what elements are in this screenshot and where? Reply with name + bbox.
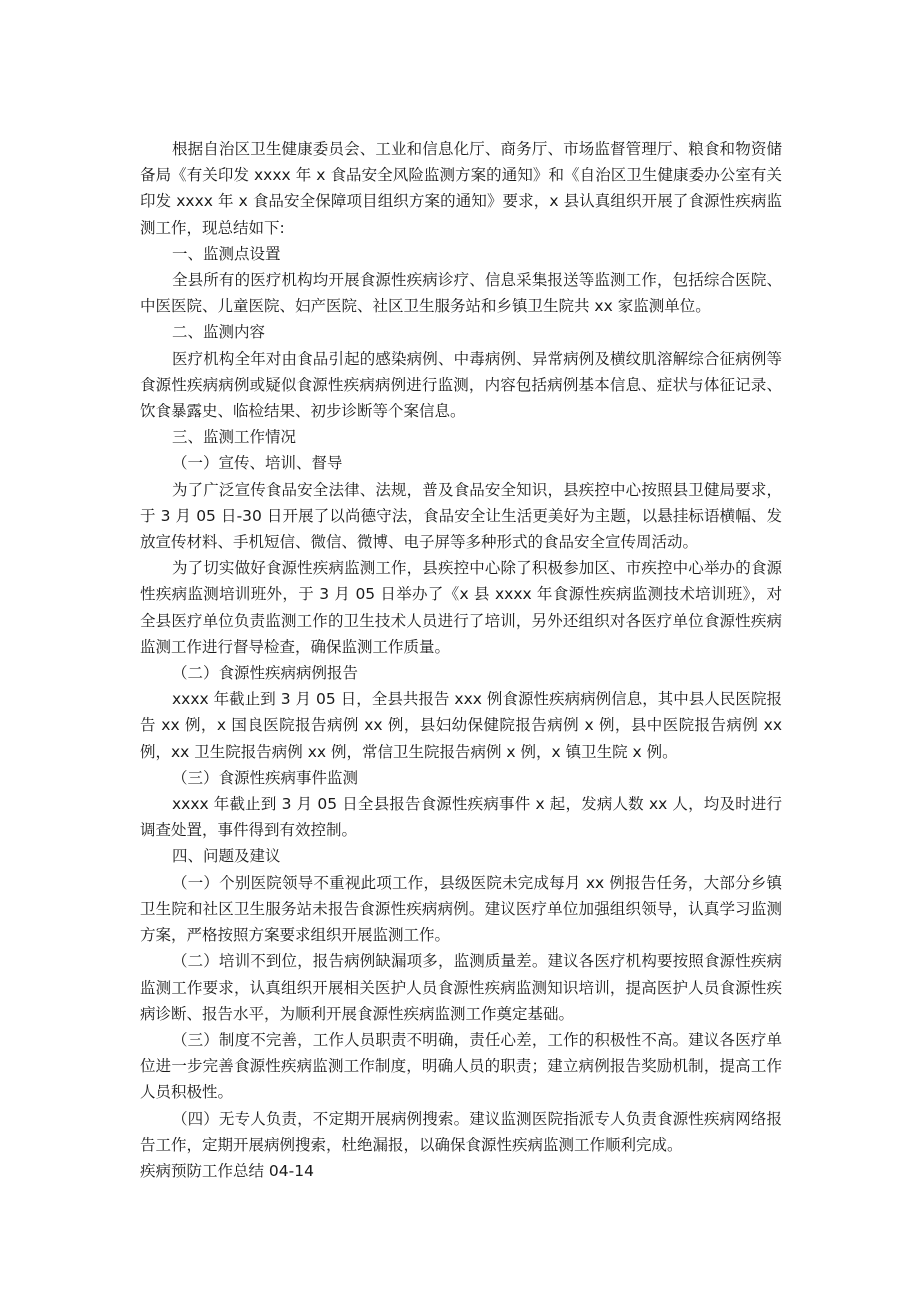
document-body bbox=[140, 136, 782, 1184]
subheading-case-reports: （二）食源性疾病病例报告 bbox=[172, 664, 359, 683]
paragraph-monitoring-content: 医疗机构全年对由食品引起的感染病例、中毒病例、异常病例及横纹肌溶解综合征病例等食源性疾病病例或疑似食源性疾病病例进行监测，内容包括病例基本信息、症状与体征记录、饮食暴露史、临检结果、初步诊断等个案信息。 bbox=[140, 349, 782, 421]
section-heading-monitoring-points: 一、监测点设置 bbox=[172, 244, 281, 263]
paragraph-problem-4: （四）无专人负责，不定期开展病例搜索。建议监测医院指派专人负责食源性疾病网络报告工作，定期开展病例搜索，杜绝漏报，以确保食源性疾病监测工作顺利完成。 bbox=[140, 1109, 782, 1154]
paragraph-publicity: 为了广泛宣传食品安全法律、法规，普及食品安全知识，县疾控中心按照县卫健局要求，于 3 月 05 日-30 日开展了以尚德守法，食品安全让生活更美好为主题，以悬挂标语横幅、发放宣传材料、手机短信、微信、微博、电子屏等多种形式的食品安全宣传周活动。 bbox=[140, 480, 782, 552]
intro-paragraph: 根据自治区卫生健康委员会、工业和信息化厅、商务厅、市场监督管理厅、粮食和物资储备局《有关印发 xxxx 年 x 食品安全风险监测方案的通知》和《自治区卫生健康委办公室有关印发 xxxx 年 x 食品安全保障项目组织方案的通知》要求，x 县认真组织开展了食源性疾病监测工作，现总结如下: bbox=[140, 140, 782, 237]
subheading-event-monitoring: （三）食源性疾病事件监测 bbox=[172, 768, 359, 787]
section-heading-problems: 四、问题及建议 bbox=[172, 847, 281, 866]
paragraph-problem-1: （一）个别医院领导不重视此项工作，县级医院未完成每月 xx 例报告任务，大部分乡镇卫生院和社区卫生服务站未报告食源性疾病病例。建议医疗单位加强组织领导，认真学习监测方案，严格按照方案要求组织开展监测工作。 bbox=[140, 873, 782, 945]
paragraph-training: 为了切实做好食源性疾病监测工作，县疾控中心除了积极参加区、市疾控中心举办的食源性疾病监测培训班外，于 3 月 05 日举办了《x 县 xxxx 年食源性疾病监测技术培训班》，对全县医疗单位负责监测工作的卫生技术人员进行了培训，另外还组织对各医疗单位食源性疾病监测工作进行督导检查，确保监测工作质量。 bbox=[140, 559, 782, 656]
subheading-publicity-training: （一）宣传、培训、督导 bbox=[172, 454, 343, 473]
footer-title: 疾病预防工作总结 04-14 bbox=[140, 1161, 314, 1180]
section-heading-work-status: 三、监测工作情况 bbox=[172, 428, 297, 447]
paragraph-problem-2: （二）培训不到位，报告病例缺漏项多，监测质量差。建议各医疗机构要按照食源性疾病监测工作要求，认真组织开展相关医护人员食源性疾病监测知识培训，提高医护人员食源性疾病诊断、报告水平，为顺利开展食源性疾病监测工作奠定基础。 bbox=[140, 952, 782, 1023]
paragraph-monitoring-points: 全县所有的医疗机构均开展食源性疾病诊疗、信息采集报送等监测工作，包括综合医院、中医医院、儿童医院、妇产医院、社区卫生服务站和乡镇卫生院共 xx 家监测单位。 bbox=[140, 271, 782, 316]
paragraph-event-monitoring: xxxx 年截止到 3 月 05 日全县报告食源性疾病事件 x 起，发病人数 xx 人，均及时进行调查处置，事件得到有效控制。 bbox=[140, 795, 782, 840]
paragraph-case-reports: xxxx 年截止到 3 月 05 日，全县共报告 xxx 例食源性疾病病例信息，其中县人民医院报告 xx 例，x 国良医院报告病例 xx 例，县妇幼保健院报告病例 x 例，县中医院报告病例 xx 例，xx 卫生院报告病例 xx 例，常信卫生院报告病例 x 例，x 镇卫生院 x 例。 bbox=[140, 690, 782, 761]
paragraph-problem-3: （三）制度不完善，工作人员职责不明确，责任心差，工作的积极性不高。建议各医疗单位进一步完善食源性疾病监测工作制度，明确人员的职责；建立病例报告奖励机制，提高工作人员积极性。 bbox=[140, 1030, 782, 1102]
section-heading-monitoring-content: 二、监测内容 bbox=[172, 323, 266, 342]
